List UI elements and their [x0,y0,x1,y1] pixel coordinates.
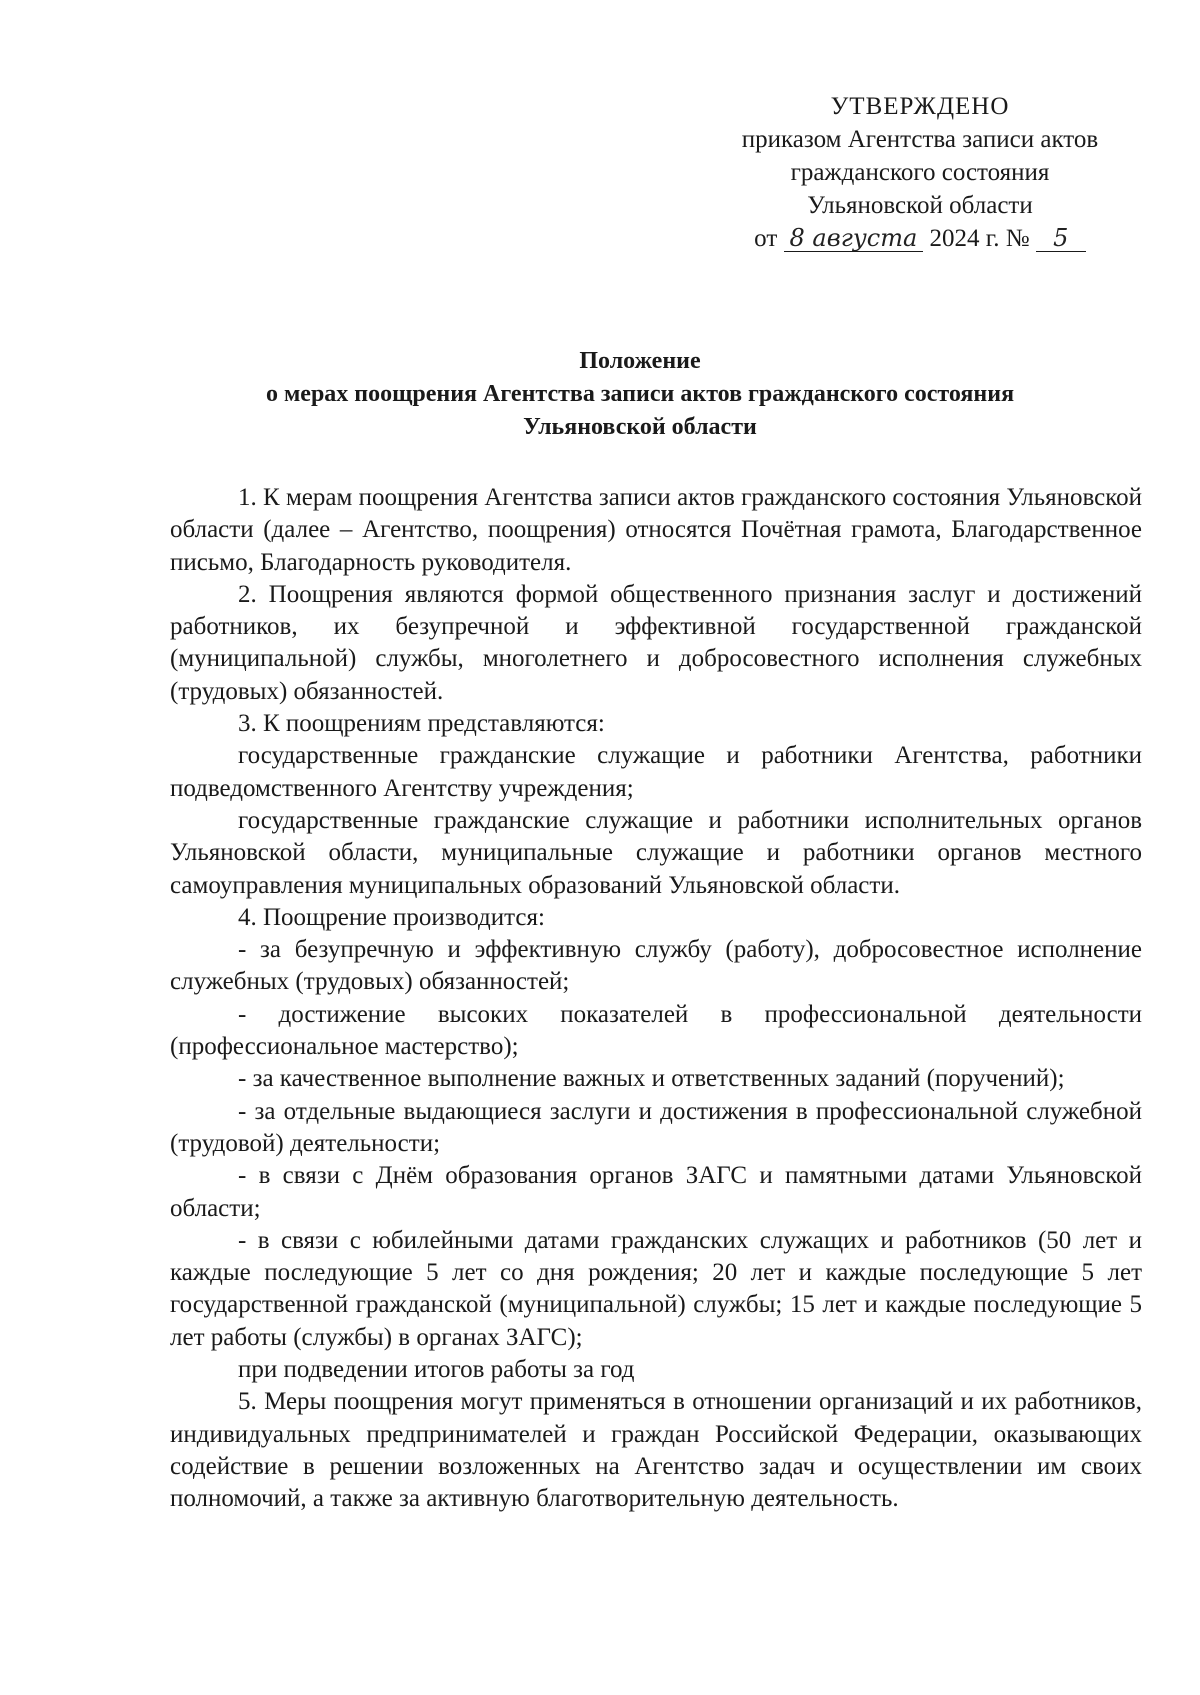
paragraph-4-item-3: - за качественное выполнение важных и ответственных заданий (поручений); [238,1065,1065,1093]
paragraph-4-item-1: - за безупречную и эффективную службу (работу), добросовестное исполнение служебных (трудовых) обязанностей; [170,936,1142,996]
order-year: 2024 г. № [929,225,1030,252]
paragraph-4-item-2: - достижение высоких показателей в профессиональной деятельности (профессиональное мастерство); [170,1000,1142,1061]
paragraph-1: 1. К мерам поощрения Агентства записи актов гражданского состояния Ульяновской области (далее – Агентство, поощрения) относятся Почётная грамота, Благодарственное письмо, Благодарность руководителя. [170,484,1142,576]
document-heading [170,345,1110,444]
handwritten-order-number: 5 [1036,225,1086,252]
paragraph-4-item-5: - в связи с Днём образования органов ЗАГС и памятными датами Ульяновской области; [170,1162,1142,1222]
heading-line-1: Положение [579,348,701,374]
paragraph-4: 4. Поощрение производится: [238,903,545,931]
paragraph-4-item-4: - за отдельные выдающиеся заслуги и достижения в профессиональной служебной (трудовой) деятельности; [170,1097,1142,1157]
approval-title: УТВЕРЖДЕНО [830,93,1010,120]
approval-line-2: гражданского состояния [790,159,1050,186]
paragraph-5: 5. Меры поощрения могут применяться в отношении организаций и их работников, индивидуальных предпринимателей и граждан Российской Федерации, оказывающих содействие в решении возложенных на Агентство задач и осуществлении им своих полномочий, а также за активную благотворительную деятельность. [170,1388,1142,1513]
date-prefix: от [754,225,778,252]
paragraph-3-item-2: государственные гражданские служащие и работники исполнительных органов Ульяновской области, муниципальные служащие и работники органов местного самоуправления муниципальных образований Ульяновской области. [170,806,1142,899]
heading-line-2: о мерах поощрения Агентства записи актов гражданского состояния [265,381,1015,407]
paragraph-2: 2. Поощрения являются формой общественного признания заслуг и достижений работников, их безупречной и эффективной государственной гражданской (муниципальной) службы, многолетнего и добросовестного исполнения служебных (трудовых) обязанностей. [170,580,1142,705]
paragraph-4-item-6: - в связи с юбилейными датами гражданских служащих и работников (50 лет и каждые последующие 5 лет со дня рождения; 20 лет и каждые последующие 5 лет государственной гражданской (муниципальной) службы; 15 лет и каждые последующие 5 лет работы (службы) в органах ЗАГС); [170,1226,1142,1351]
approval-line-3: Ульяновской области [807,192,1033,219]
handwritten-date: 8 августа [784,225,924,252]
heading-line-3: Ульяновской области [523,414,757,440]
paragraph-4-item-7: при подведении итогов работы за год [238,1356,635,1384]
paragraph-3: 3. К поощрениям представляются: [238,710,605,738]
approval-date-line [690,222,1150,255]
document-body [170,482,1142,1516]
approval-line-1: приказом Агентства записи актов [741,126,1099,153]
paragraph-3-item-1: государственные гражданские служащие и работники Агентства, работники подведомственного Агентству учреждения; [170,742,1142,802]
approval-stamp-block [690,90,1150,255]
